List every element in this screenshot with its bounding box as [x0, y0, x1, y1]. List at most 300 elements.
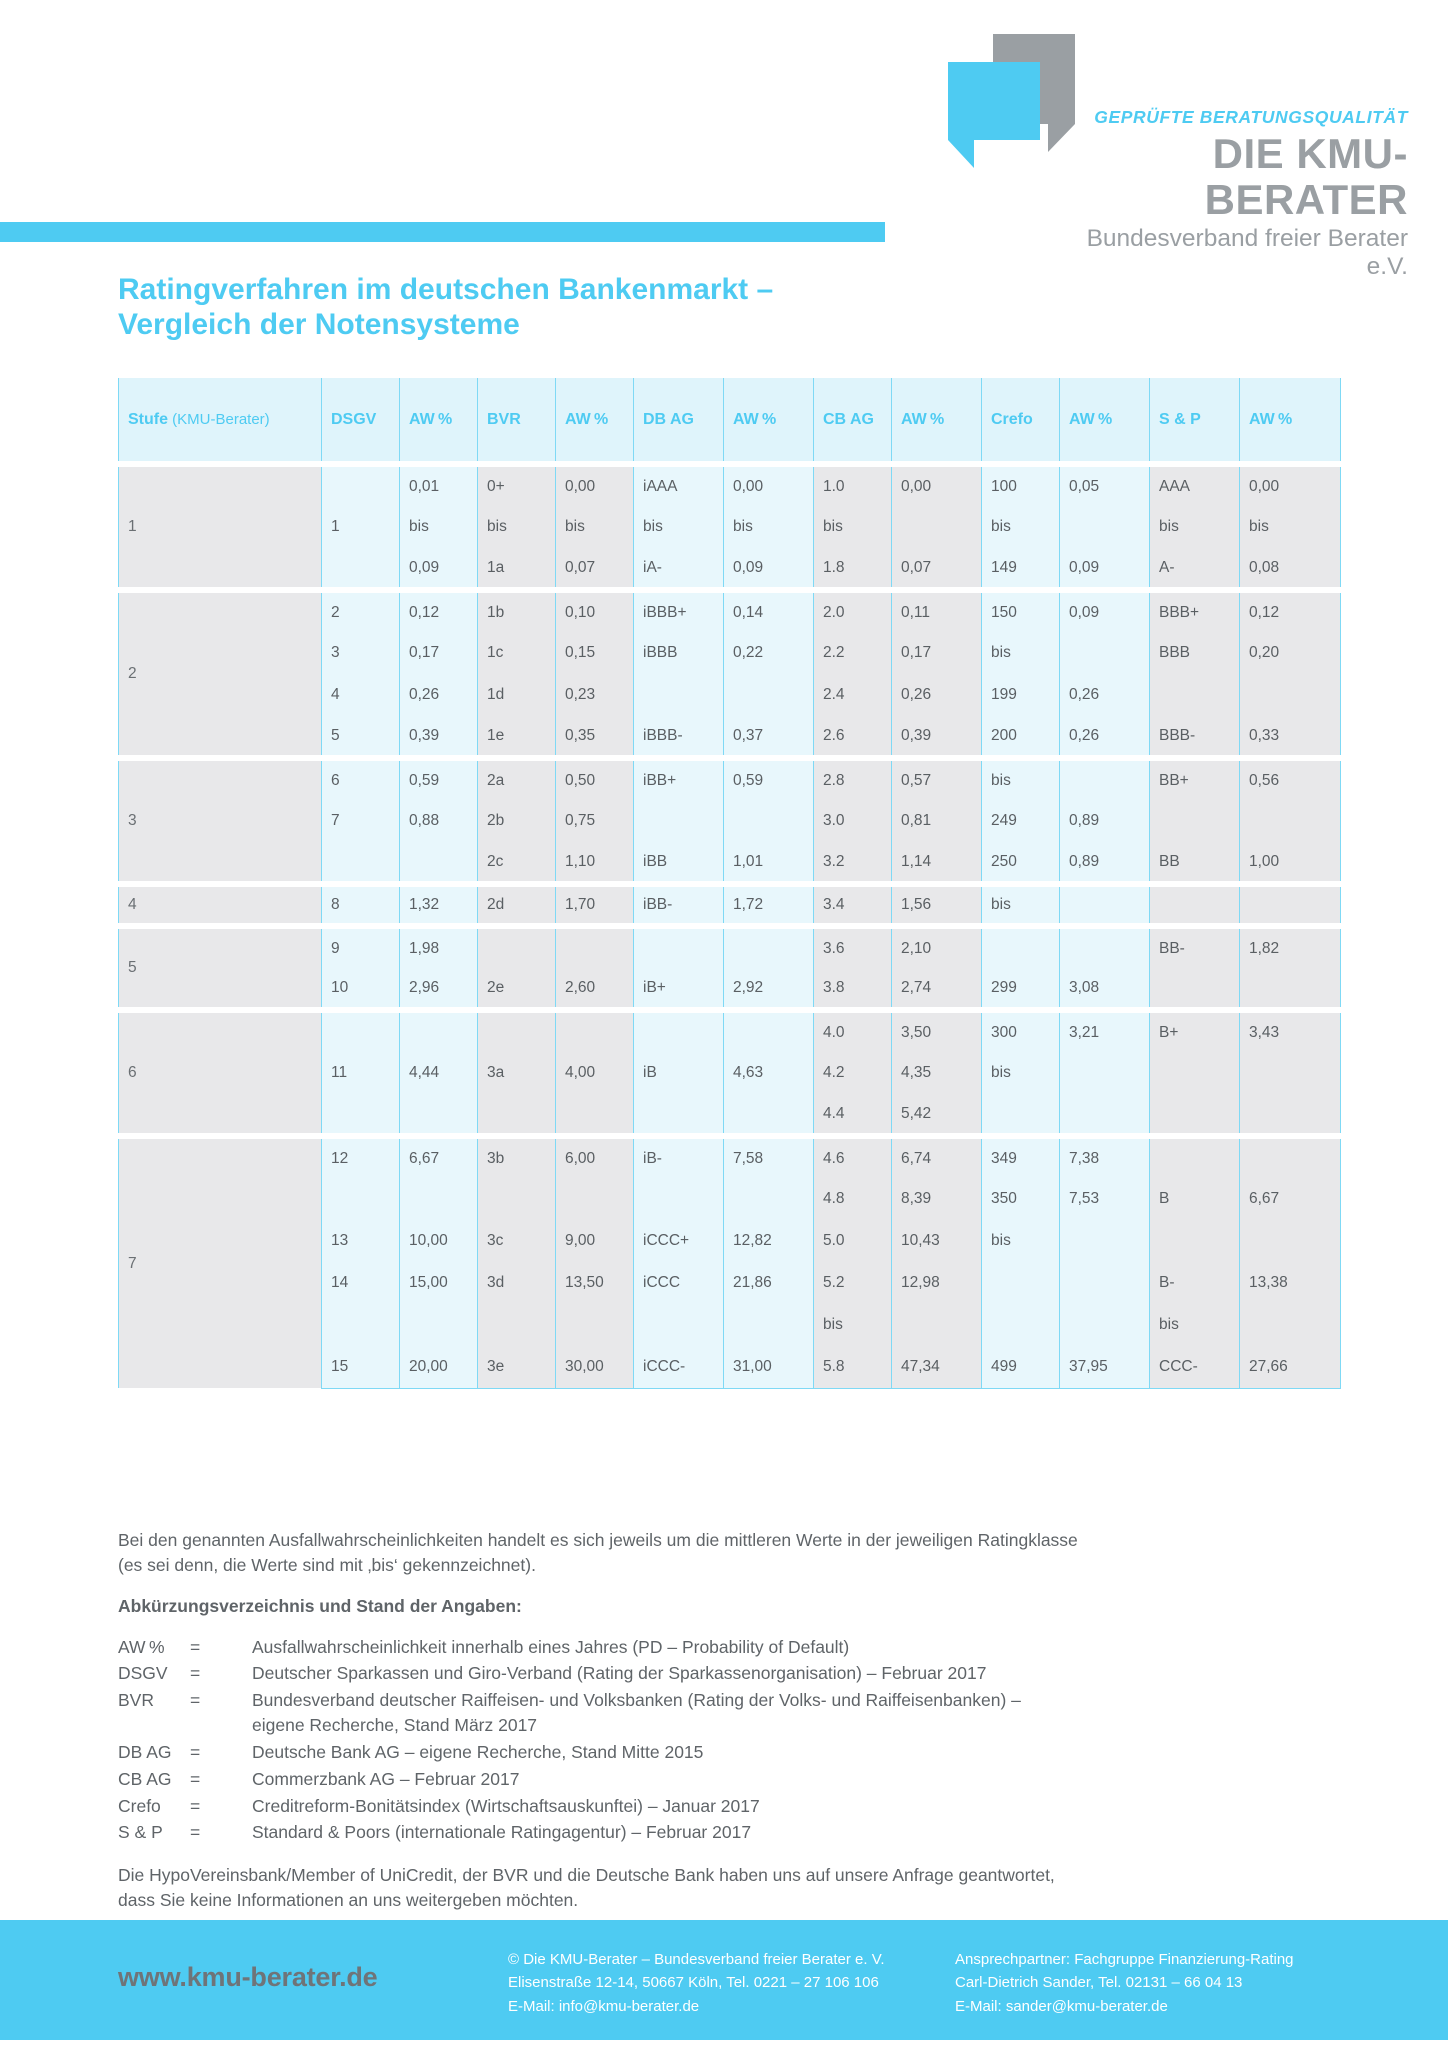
table-cell: 7,58 — [724, 1136, 814, 1178]
table-cell: 0,75 — [556, 800, 634, 842]
table-cell: 10 — [322, 968, 400, 1010]
table-cell: 0,07 — [556, 548, 634, 590]
table-cell: 350 — [982, 1178, 1060, 1220]
table-cell — [400, 1304, 478, 1346]
table-cell: 2,74 — [892, 968, 982, 1010]
abbreviation-row — [118, 1767, 1021, 1794]
table-cell — [478, 1010, 556, 1052]
table-cell: 0,14 — [724, 590, 814, 632]
footer-email-general[interactable]: E-Mail: info@kmu-berater.de — [508, 1997, 700, 2015]
table-cell: 3.2 — [814, 842, 892, 884]
table-cell — [634, 1010, 724, 1052]
table-cell: 0,15 — [556, 632, 634, 674]
table-cell: 3.8 — [814, 968, 892, 1010]
table-cell: 200 — [982, 716, 1060, 758]
table-cell — [478, 926, 556, 968]
table-column-header-3: BVR — [478, 378, 556, 464]
table-cell: 0,81 — [892, 800, 982, 842]
table-cell: 0,59 — [400, 758, 478, 800]
table-cell — [724, 926, 814, 968]
table-cell: 3,08 — [1060, 968, 1150, 1010]
abbreviation-value — [252, 1661, 1021, 1688]
abbreviations-list — [118, 1635, 1021, 1848]
speech-bubble-gray-tail-icon — [1048, 124, 1075, 152]
table-body — [119, 464, 1341, 1388]
table-cell — [1060, 1220, 1150, 1262]
table-cell: BBB- — [1150, 716, 1240, 758]
table-cell — [322, 1094, 400, 1136]
rating-comparison-table — [118, 378, 1341, 1389]
column-header-label: Stufe — [128, 410, 168, 428]
table-cell — [634, 926, 724, 968]
page-header — [0, 0, 1448, 280]
abbreviations-heading: Abkürzungsverzeichnis und Stand der Angaben: — [118, 1595, 522, 1616]
table-cell: bis — [982, 632, 1060, 674]
table-cell: 4.6 — [814, 1136, 892, 1178]
table-cell: 12 — [322, 1136, 400, 1178]
table-cell — [1240, 674, 1341, 716]
table-cell: 2d — [478, 884, 556, 926]
table-cell: bis — [982, 884, 1060, 926]
table-header-row-group — [119, 378, 1341, 464]
stufe-cell: 7 — [119, 1136, 322, 1388]
table-cell: 3 — [322, 632, 400, 674]
speech-bubble-icon — [948, 30, 1078, 170]
stufe-cell: 1 — [119, 464, 322, 590]
table-cell — [400, 842, 478, 884]
abbreviation-value — [252, 1635, 1021, 1662]
brand-text-block — [1078, 108, 1408, 281]
table-cell — [1150, 800, 1240, 842]
table-column-header-10: AW % — [1060, 378, 1150, 464]
table-cell — [556, 1178, 634, 1220]
table-cell — [724, 800, 814, 842]
table-cell: 1c — [478, 632, 556, 674]
table-cell: bis — [1150, 1304, 1240, 1346]
table-cell: 6 — [322, 758, 400, 800]
table-cell: 0,11 — [892, 590, 982, 632]
abbreviation-row — [118, 1661, 1021, 1688]
table-cell: iBB- — [634, 884, 724, 926]
table-cell — [478, 1094, 556, 1136]
table-cell: 21,86 — [724, 1262, 814, 1304]
table-column-header-2: AW % — [400, 378, 478, 464]
table-cell: 1.8 — [814, 548, 892, 590]
table-column-header-0 — [119, 378, 322, 464]
table-cell: 31,00 — [724, 1346, 814, 1388]
table-cell: bis — [400, 506, 478, 548]
table-cell: bis — [478, 506, 556, 548]
table-cell: 13,38 — [1240, 1262, 1341, 1304]
table-cell: 5.8 — [814, 1346, 892, 1388]
table-cell: 5.2 — [814, 1262, 892, 1304]
table-cell — [400, 1010, 478, 1052]
table-cell — [1060, 926, 1150, 968]
table-cell — [634, 1304, 724, 1346]
table-cell — [1240, 1094, 1341, 1136]
table-cell: 4,63 — [724, 1052, 814, 1094]
table-cell: 0,26 — [400, 674, 478, 716]
notes-disclaimer — [118, 1863, 1328, 1913]
table-cell: 13 — [322, 1220, 400, 1262]
abbreviation-value-text: Commerzbank AG – Februar 2017 — [252, 1768, 520, 1789]
table-column-header-9: Crefo — [982, 378, 1060, 464]
table-cell: 1b — [478, 590, 556, 632]
column-header-sublabel: (KMU-Berater) — [168, 410, 270, 428]
table-cell: bis — [814, 506, 892, 548]
table-row — [119, 1136, 1341, 1178]
table-cell — [556, 1094, 634, 1136]
table-cell: 1,00 — [1240, 842, 1341, 884]
table-cell: 3,21 — [1060, 1010, 1150, 1052]
footer-street-address: Elisenstraße 12-14, 50667 Köln, Tel. 0221 – 27 106 106 — [508, 1974, 879, 1992]
table-cell: 149 — [982, 548, 1060, 590]
table-cell: 2b — [478, 800, 556, 842]
table-cell: 3a — [478, 1052, 556, 1094]
table-cell: 7,53 — [1060, 1178, 1150, 1220]
abbreviation-key: Crefo — [118, 1795, 161, 1816]
table-cell — [1060, 884, 1150, 926]
table-cell — [478, 1304, 556, 1346]
abbreviation-row — [118, 1820, 1021, 1847]
table-cell: 299 — [982, 968, 1060, 1010]
table-cell: 1e — [478, 716, 556, 758]
footer-copyright: © Die KMU-Berater – Bundesverband freier Berater e. V. — [508, 1951, 885, 1968]
abbreviation-equals: = — [190, 1741, 201, 1762]
stufe-cell: 4 — [119, 884, 322, 926]
abbreviation-value-text: Deutsche Bank AG – eigene Recherche, Stand Mitte 2015 — [252, 1741, 704, 1762]
brand-logo — [938, 30, 1408, 280]
table-cell: iA- — [634, 548, 724, 590]
table-cell: 7 — [322, 800, 400, 842]
table-cell: 47,34 — [892, 1346, 982, 1388]
abbreviation-row — [118, 1740, 1021, 1767]
table-cell: 0,39 — [400, 716, 478, 758]
table-cell — [1060, 1262, 1150, 1304]
abbreviation-equals: = — [190, 1768, 201, 1789]
table-cell — [634, 800, 724, 842]
table-cell — [322, 1178, 400, 1220]
table-cell: 3.6 — [814, 926, 892, 968]
table-cell: 0,22 — [724, 632, 814, 674]
table-cell: bis — [556, 506, 634, 548]
notes-section — [118, 1528, 1328, 1954]
abbreviation-value — [252, 1740, 1021, 1767]
table-cell — [982, 1262, 1060, 1304]
table-cell: B- — [1150, 1262, 1240, 1304]
table-cell: 0,35 — [556, 716, 634, 758]
footer-address-block — [508, 1948, 938, 2018]
table-cell: 2,60 — [556, 968, 634, 1010]
table-cell: 5,42 — [892, 1094, 982, 1136]
abbreviation-value-text: Ausfallwahrscheinlichkeit innerhalb eines Jahres (PD – Probability of Default) — [252, 1636, 850, 1657]
table-cell — [1150, 884, 1240, 926]
table-cell: bis — [982, 1220, 1060, 1262]
speech-bubble-blue-icon — [948, 62, 1040, 140]
table-cell — [1240, 1052, 1341, 1094]
table-cell: 5 — [322, 716, 400, 758]
table-cell: 15,00 — [400, 1262, 478, 1304]
abbreviation-row — [118, 1794, 1021, 1821]
table-cell: 1d — [478, 674, 556, 716]
table-cell — [724, 1178, 814, 1220]
stufe-cell: 6 — [119, 1010, 322, 1136]
table-cell: 1,72 — [724, 884, 814, 926]
table-cell: 2e — [478, 968, 556, 1010]
table-cell: 10,43 — [892, 1220, 982, 1262]
table-cell: 6,67 — [1240, 1178, 1341, 1220]
table-cell: 0,17 — [400, 632, 478, 674]
table-cell — [982, 926, 1060, 968]
brand-subtitle: Bundesverband freier Berater e.V. — [1086, 224, 1408, 280]
table-cell: 0,57 — [892, 758, 982, 800]
table-cell — [1150, 1094, 1240, 1136]
table-cell: 0,05 — [1060, 464, 1150, 506]
table-cell — [400, 1178, 478, 1220]
table-cell: 3c — [478, 1220, 556, 1262]
table-cell: 1,70 — [556, 884, 634, 926]
abbreviation-value-text: Creditreform-Bonitätsindex (Wirtschaftsauskunftei) – Januar 2017 — [252, 1795, 760, 1816]
table-cell: 2.2 — [814, 632, 892, 674]
table-cell — [1060, 1304, 1150, 1346]
table-cell — [1240, 1136, 1341, 1178]
table-cell: 20,00 — [400, 1346, 478, 1388]
table-cell: iBBB- — [634, 716, 724, 758]
abbreviation-key: DB AG — [118, 1741, 172, 1762]
table-cell: 0,39 — [892, 716, 982, 758]
table-cell: iAAA — [634, 464, 724, 506]
table-cell: BBB — [1150, 632, 1240, 674]
table-cell: 1,32 — [400, 884, 478, 926]
table-cell: 0,17 — [892, 632, 982, 674]
table-column-header-7: CB AG — [814, 378, 892, 464]
table-cell: 0+ — [478, 464, 556, 506]
table-cell — [1060, 632, 1150, 674]
table-cell — [892, 506, 982, 548]
table-cell: 0,56 — [1240, 758, 1341, 800]
table-cell — [1060, 506, 1150, 548]
table-cell — [724, 674, 814, 716]
abbreviation-key: CB AG — [118, 1768, 172, 1789]
table-cell: 0,89 — [1060, 842, 1150, 884]
table-cell: 2,10 — [892, 926, 982, 968]
abbreviation-equals: = — [190, 1822, 201, 1843]
abbreviation-key: AW % — [118, 1636, 165, 1657]
brand-tagline: GEPRÜFTE BERATUNGSQUALITÄT — [1094, 107, 1408, 127]
stufe-cell: 3 — [119, 758, 322, 884]
table-cell: 4,00 — [556, 1052, 634, 1094]
table-cell: 0,09 — [400, 548, 478, 590]
table-cell: 11 — [322, 1052, 400, 1094]
table-cell: 1a — [478, 548, 556, 590]
table-cell: 249 — [982, 800, 1060, 842]
table-header-row — [119, 378, 1341, 464]
table-row — [119, 926, 1341, 968]
table-cell: 3,50 — [892, 1010, 982, 1052]
table-cell: 30,00 — [556, 1346, 634, 1388]
table-cell: 0,26 — [892, 674, 982, 716]
table-cell — [1240, 800, 1341, 842]
table-cell: 3.0 — [814, 800, 892, 842]
table-cell: 250 — [982, 842, 1060, 884]
brand-name: DIE KMU-BERATER — [1204, 130, 1408, 224]
table-cell: 2.8 — [814, 758, 892, 800]
table-cell: iBBB — [634, 632, 724, 674]
abbreviation-value-text: Deutscher Sparkassen und Giro-Verband (Rating der Sparkassenorganisation) – Februar 2017 — [252, 1663, 987, 1684]
table-cell: 1,56 — [892, 884, 982, 926]
table-cell: 1,82 — [1240, 926, 1341, 968]
footer-contact-person: Carl-Dietrich Sander, Tel. 02131 – 66 04 13 — [955, 1974, 1243, 1992]
table-cell: iB+ — [634, 968, 724, 1010]
abbreviation-value — [252, 1820, 1021, 1847]
table-cell: 0,59 — [724, 758, 814, 800]
notes-disclaimer-line-1: Die HypoVereinsbank/Member of UniCredit, der BVR und die Deutsche Bank haben uns auf unsere Anfrage geantwortet, — [118, 1865, 1055, 1886]
table-cell — [556, 1010, 634, 1052]
table-cell: 12,82 — [724, 1220, 814, 1262]
table-cell: 37,95 — [1060, 1346, 1150, 1388]
table-cell: 0,09 — [1060, 590, 1150, 632]
table-cell — [556, 1304, 634, 1346]
table-column-header-11: S & P — [1150, 378, 1240, 464]
table-cell: 9 — [322, 926, 400, 968]
table-cell: 4,35 — [892, 1052, 982, 1094]
abbreviation-value — [252, 1767, 1021, 1794]
abbreviation-value-continuation: eigene Recherche, Stand März 2017 — [252, 1715, 538, 1736]
table-cell — [634, 1178, 724, 1220]
table-cell: 1.0 — [814, 464, 892, 506]
table-cell: 0,00 — [892, 464, 982, 506]
table-cell — [400, 1094, 478, 1136]
notes-intro — [118, 1528, 1328, 1578]
footer-website-link[interactable]: www.kmu-berater.de — [118, 1962, 378, 1992]
table-cell: 4,44 — [400, 1052, 478, 1094]
abbreviation-row — [118, 1688, 1021, 1740]
table-cell — [724, 1304, 814, 1346]
abbreviation-value-text: Standard & Poors (internationale Ratingagentur) – Februar 2017 — [252, 1822, 752, 1843]
table-cell: 3.4 — [814, 884, 892, 926]
table-cell — [982, 1094, 1060, 1136]
table-cell: 4.8 — [814, 1178, 892, 1220]
table-cell: BBB+ — [1150, 590, 1240, 632]
page-title-line-1: Ratingverfahren im deutschen Bankenmarkt – — [118, 273, 774, 306]
abbreviation-row — [118, 1635, 1021, 1662]
table-column-header-8: AW % — [892, 378, 982, 464]
table-cell — [634, 1094, 724, 1136]
table-cell: 7,38 — [1060, 1136, 1150, 1178]
table-cell: 6,74 — [892, 1136, 982, 1178]
stufe-cell: 5 — [119, 926, 322, 1010]
table-cell: AAA — [1150, 464, 1240, 506]
page-title — [118, 272, 1218, 343]
table-cell: bis — [982, 1052, 1060, 1094]
table-cell: iCCC+ — [634, 1220, 724, 1262]
table-cell: BB+ — [1150, 758, 1240, 800]
table-cell: 0,23 — [556, 674, 634, 716]
table-cell — [1150, 968, 1240, 1010]
table-cell: 0,26 — [1060, 716, 1150, 758]
table-cell: 4.4 — [814, 1094, 892, 1136]
table-cell: 5.0 — [814, 1220, 892, 1262]
table-cell: 2.6 — [814, 716, 892, 758]
table-cell: 100 — [982, 464, 1060, 506]
table-cell — [478, 1178, 556, 1220]
table-row — [119, 884, 1341, 926]
table-cell: 14 — [322, 1262, 400, 1304]
footer-email-contact[interactable]: E-Mail: sander@kmu-berater.de — [955, 1997, 1168, 2015]
table-column-header-12: AW % — [1240, 378, 1341, 464]
table-cell: 0,37 — [724, 716, 814, 758]
page-footer — [0, 1920, 1448, 2048]
table-cell: 0,26 — [1060, 674, 1150, 716]
table-column-header-5: DB AG — [634, 378, 724, 464]
table-cell: 0,08 — [1240, 548, 1341, 590]
table-cell — [1060, 758, 1150, 800]
abbreviation-value — [252, 1794, 1021, 1821]
speech-bubble-blue-tail-icon — [948, 140, 974, 168]
table-cell: iBBB+ — [634, 590, 724, 632]
table-column-header-1: DSGV — [322, 378, 400, 464]
header-accent-bar — [0, 222, 885, 242]
abbreviation-equals: = — [190, 1690, 201, 1711]
table-row — [119, 758, 1341, 800]
abbreviation-equals: = — [190, 1636, 201, 1657]
table-cell: 0,33 — [1240, 716, 1341, 758]
abbreviation-key: DSGV — [118, 1663, 168, 1684]
table-cell — [1060, 1052, 1150, 1094]
table-cell: 0,00 — [556, 464, 634, 506]
table-cell: 4.2 — [814, 1052, 892, 1094]
table-cell: 2c — [478, 842, 556, 884]
table-cell — [322, 1304, 400, 1346]
table-cell: 1 — [322, 506, 400, 548]
table-cell: bis — [1240, 506, 1341, 548]
table-cell: 1,01 — [724, 842, 814, 884]
table-cell: bis — [724, 506, 814, 548]
abbreviation-key: BVR — [118, 1690, 154, 1711]
footer-contact-group: Ansprechpartner: Fachgruppe Finanzierung-Rating — [955, 1951, 1294, 1968]
table-cell: 3,43 — [1240, 1010, 1341, 1052]
table-cell — [892, 1304, 982, 1346]
table-cell: 1,98 — [400, 926, 478, 968]
table-cell: 27,66 — [1240, 1346, 1341, 1388]
table-cell — [1150, 1052, 1240, 1094]
page-title-line-2: Vergleich der Notensysteme — [118, 308, 520, 342]
table-cell: 150 — [982, 590, 1060, 632]
table-cell — [322, 464, 400, 506]
table-cell — [1150, 1136, 1240, 1178]
table-cell: 0,09 — [724, 548, 814, 590]
table-cell: 0,12 — [1240, 590, 1341, 632]
table-cell — [322, 842, 400, 884]
table-cell: 1,10 — [556, 842, 634, 884]
table-cell: 4.0 — [814, 1010, 892, 1052]
table-cell: CCC- — [1150, 1346, 1240, 1388]
table-cell: 2 — [322, 590, 400, 632]
table-cell: 349 — [982, 1136, 1060, 1178]
table-cell: 2,96 — [400, 968, 478, 1010]
table-cell: 4 — [322, 674, 400, 716]
table-column-header-4: AW % — [556, 378, 634, 464]
stufe-cell: 2 — [119, 590, 322, 758]
table-cell — [1240, 1304, 1341, 1346]
table-cell — [556, 926, 634, 968]
table-cell: iCCC — [634, 1262, 724, 1304]
table-cell: BB — [1150, 842, 1240, 884]
table-cell: 9,00 — [556, 1220, 634, 1262]
table-cell — [1150, 674, 1240, 716]
table-cell — [1060, 1094, 1150, 1136]
notes-disclaimer-line-2: dass Sie keine Informationen an uns weitergeben möchten. — [118, 1890, 579, 1911]
